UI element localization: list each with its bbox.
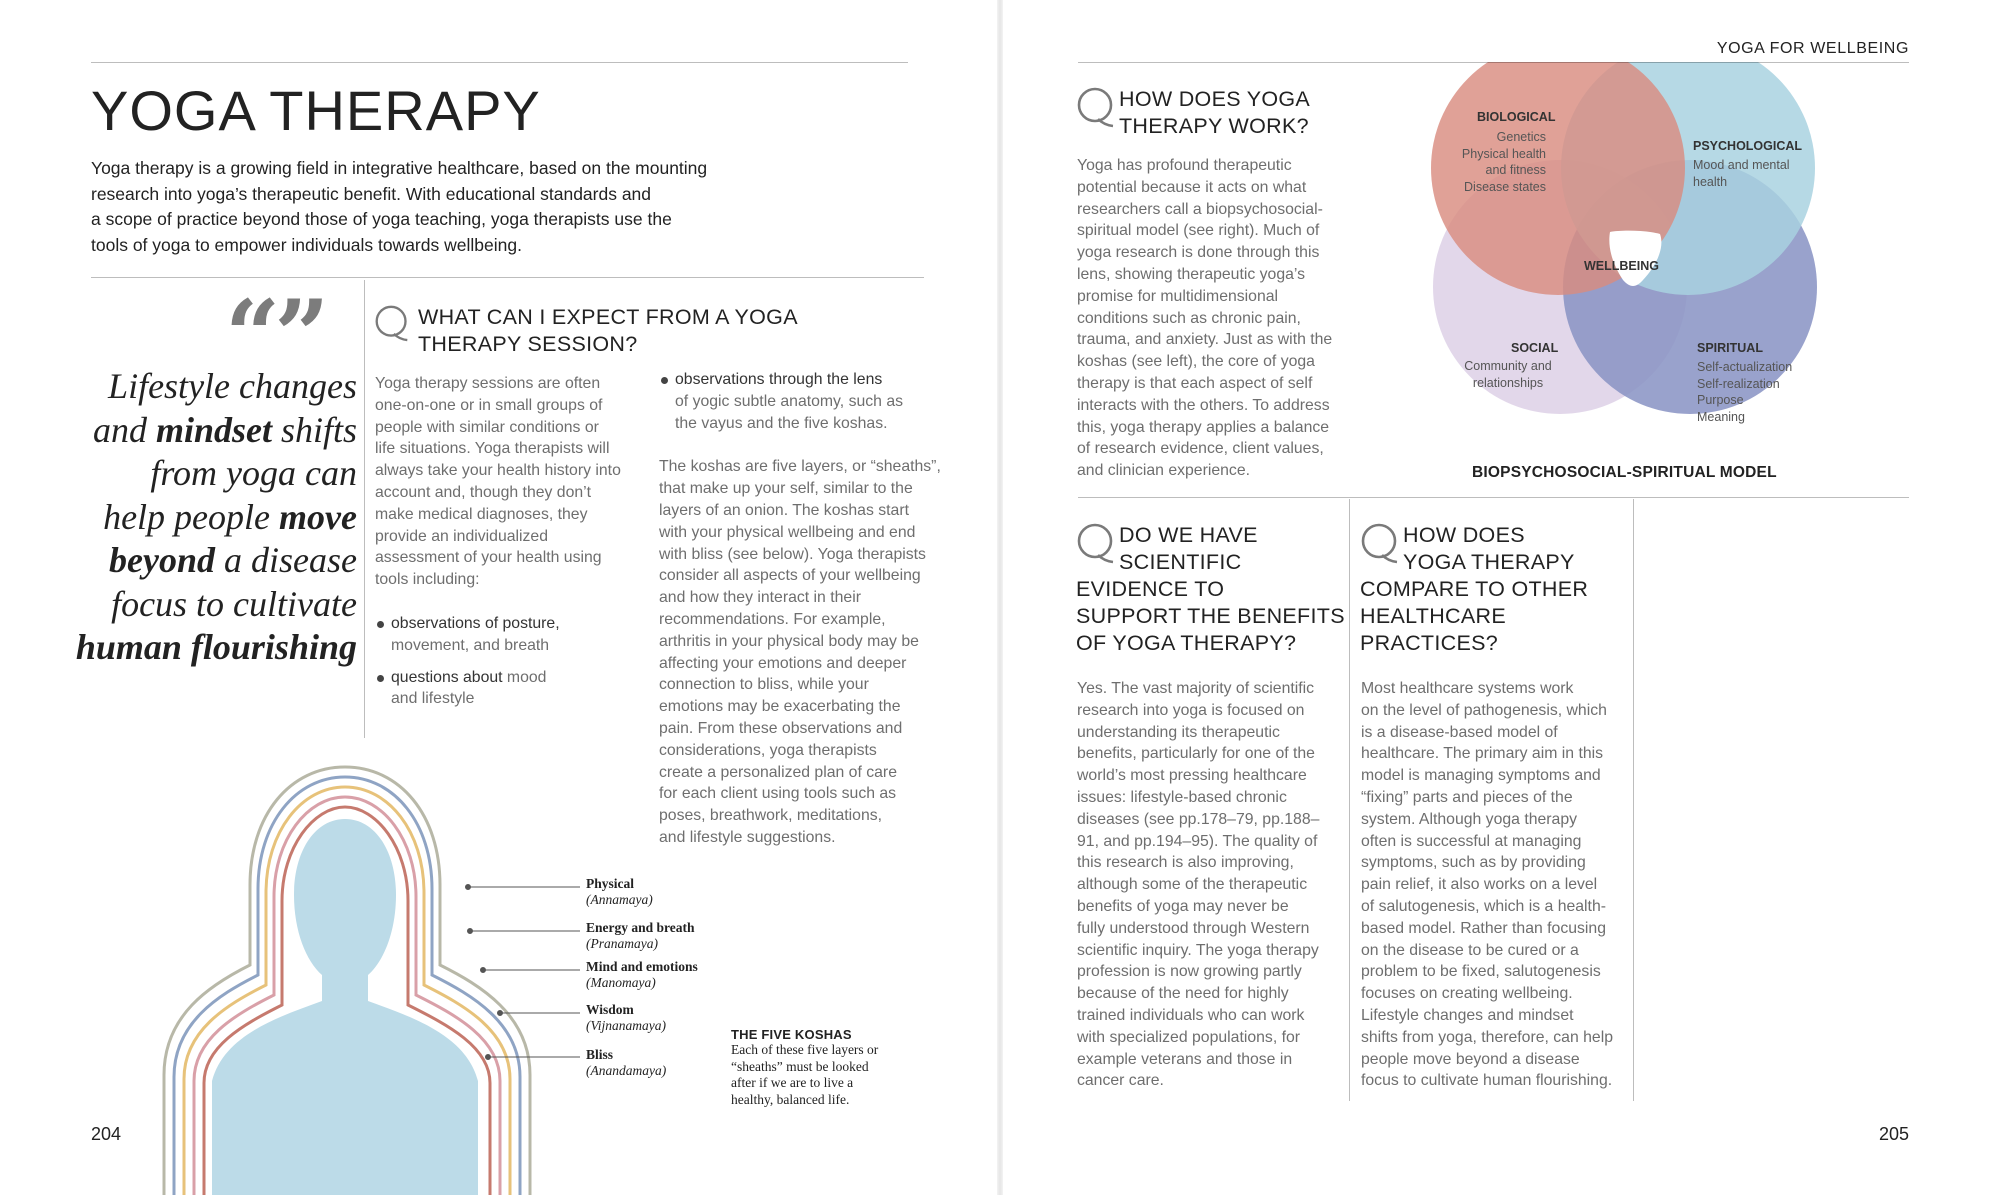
body-line: koshas (see left), the core of yoga bbox=[1077, 353, 1315, 371]
body-line: emotions may be exacerbating the bbox=[659, 698, 901, 716]
body-line: create a personalized plan of care bbox=[659, 763, 897, 781]
body-line: fully understood through Western bbox=[1077, 919, 1310, 937]
body-line: account and, though they don’t bbox=[375, 483, 592, 501]
mid-rule-right bbox=[1078, 497, 1909, 498]
body-line: people with similar conditions or bbox=[375, 418, 599, 436]
body-line: make medical diagnoses, they bbox=[375, 505, 588, 523]
session-col2 bbox=[659, 369, 949, 849]
page-number-left: 204 bbox=[91, 1124, 122, 1144]
body-line: potential because it acts on what bbox=[1077, 178, 1307, 196]
body-line: symptoms, such as by providing bbox=[1361, 854, 1586, 872]
column-divider-1 bbox=[1349, 499, 1350, 1101]
body-line: trauma, and anxiety. Just as with the bbox=[1077, 331, 1333, 349]
pull-quote-line: help people move bbox=[103, 496, 357, 537]
kosha-label-bliss: Bliss (Anandamaya) bbox=[586, 1047, 667, 1078]
body-line: for each client using tools such as bbox=[659, 785, 897, 803]
body-line: assessment of your health using bbox=[375, 549, 602, 567]
body-line: yoga research is done through this bbox=[1077, 244, 1320, 262]
body-line: Yoga therapy sessions are often bbox=[375, 375, 601, 392]
venn-label-spiritual: SPIRITUAL bbox=[1697, 341, 1763, 355]
body-line: with bliss (see below). Yoga therapists bbox=[659, 545, 926, 563]
koshas-paragraph bbox=[659, 456, 949, 848]
body-line: often is successful at managing bbox=[1361, 832, 1582, 850]
body-line: Lifestyle changes and mindset bbox=[1361, 1006, 1574, 1024]
body-line: tools including: bbox=[375, 571, 480, 589]
body-line: trained individuals who can work bbox=[1077, 1006, 1305, 1024]
body-line: pain relief, it also works on a level bbox=[1361, 876, 1598, 894]
question-q-icon bbox=[1076, 86, 1116, 128]
pull-quote bbox=[57, 365, 357, 670]
venn-items-biological: Genetics Physical health and fitness Disease states bbox=[1461, 130, 1546, 194]
body-line: connection to bliss, while your bbox=[659, 676, 869, 694]
body-line: although some of the therapeutic bbox=[1077, 876, 1308, 894]
intro-line: tools of yoga to empower individuals towards wellbeing. bbox=[91, 234, 522, 255]
quote-marks-icon: “” bbox=[225, 279, 324, 392]
body-line: shifts from yoga, therefore, can help bbox=[1361, 1028, 1614, 1046]
intro-text bbox=[91, 156, 791, 258]
body-line: of salutogenesis, which is a health- bbox=[1361, 897, 1606, 915]
intro-line: research into yoga’s therapeutic benefit. With educational standards and bbox=[91, 183, 652, 204]
kosha-label-physical: Physical (Annamaya) bbox=[586, 876, 653, 907]
body-line: scientific inquiry. The yoga therapy bbox=[1077, 941, 1319, 959]
body-line: 91, and pp.194–95). The quality of bbox=[1077, 832, 1318, 850]
body-line: world’s most pressing healthcare bbox=[1077, 767, 1307, 785]
page-number-right: 205 bbox=[1878, 1124, 1909, 1144]
caption-text: Each of these five layers or “sheaths” must be looked after if we are to live a healthy, balanced life. bbox=[731, 1042, 879, 1107]
running-title: YOGA FOR WELLBEING bbox=[1716, 40, 1909, 57]
body-line: focuses on creating wellbeing. bbox=[1361, 985, 1573, 1003]
body-line: arthritis in your physical body may be bbox=[659, 632, 919, 650]
body-line: lens, showing therapeutic yoga’s bbox=[1077, 265, 1306, 283]
heading-line: SCIENTIFIC bbox=[1119, 550, 1242, 574]
intro-rule bbox=[91, 277, 924, 278]
body-line: layers of an onion. The koshas start bbox=[659, 501, 909, 519]
body-line: issues: lifestyle-based chronic bbox=[1077, 788, 1287, 806]
body-line: on the level of pathogenesis, which bbox=[1361, 701, 1607, 719]
body-line: and clinician experience. bbox=[1077, 462, 1250, 480]
venn-label-wellbeing: WELLBEING bbox=[1584, 259, 1659, 273]
leader-dot bbox=[486, 1055, 491, 1060]
leader-dot bbox=[481, 968, 486, 973]
body-line: Yoga has profound therapeutic bbox=[1077, 157, 1292, 174]
heading-line: PRACTICES? bbox=[1360, 631, 1499, 655]
heading-line: DO WE HAVE bbox=[1119, 523, 1258, 547]
body-line: problem to be fixed, salutogenesis bbox=[1361, 963, 1601, 981]
page-title: YOGA THERAPY bbox=[91, 79, 541, 142]
body-line: affecting your emotions and deeper bbox=[659, 654, 907, 672]
heading-line: YOGA THERAPY bbox=[1403, 550, 1575, 574]
body-line: profession is now growing partly bbox=[1077, 963, 1302, 981]
venn-label-social: SOCIAL bbox=[1511, 341, 1559, 355]
venn-label-psychological: PSYCHOLOGICAL bbox=[1693, 139, 1803, 153]
pull-quote-line: focus to cultivate bbox=[111, 583, 357, 624]
heading-line: THERAPY WORK? bbox=[1119, 114, 1309, 138]
body-line: considerations, yoga therapists bbox=[659, 741, 877, 759]
body-line: interacts with the others. To address bbox=[1077, 396, 1330, 414]
intro-line: Yoga therapy is a growing field in integrative healthcare, based on the mounting bbox=[91, 158, 708, 178]
body-line: research into yoga is focused on bbox=[1077, 701, 1305, 719]
body-line: researchers call a biopsychosocial- bbox=[1077, 200, 1323, 218]
how-work-text bbox=[1077, 155, 1367, 482]
body-line: with specialized populations, for bbox=[1077, 1028, 1301, 1046]
body-line: that make up your self, similar to the bbox=[659, 480, 913, 498]
body-line: is a disease-based model of bbox=[1361, 723, 1558, 741]
heading-line: EVIDENCE TO bbox=[1076, 577, 1225, 601]
venn-items-spiritual: Self-actualization Self-realization Purpose Meaning bbox=[1697, 360, 1793, 424]
pull-quote-line: Lifestyle changes bbox=[108, 366, 357, 406]
body-line: this research is also improving, bbox=[1077, 854, 1294, 872]
book-gutter bbox=[997, 0, 1003, 1195]
body-line: healthcare. The primary aim in this bbox=[1361, 745, 1604, 763]
body-line: cancer care. bbox=[1077, 1072, 1164, 1090]
body-line: system. Although yoga therapy bbox=[1361, 810, 1578, 828]
body-line: this, yoga therapy applies a balance bbox=[1077, 418, 1330, 436]
body-line: always take your health history into bbox=[375, 462, 621, 480]
body-line: promise for multidimensional bbox=[1077, 287, 1279, 305]
body-line: because of the need for highly bbox=[1077, 985, 1289, 1003]
pull-quote-line: beyond a disease bbox=[109, 540, 357, 580]
body-line: poses, breathwork, meditations, bbox=[659, 807, 883, 825]
body-line: of research evidence, client values, bbox=[1077, 440, 1324, 458]
body-line: one-on-one or in small groups of bbox=[375, 396, 603, 414]
venn-items-social: Community and relationships bbox=[1464, 359, 1552, 390]
body-line: therapy is that each aspect of self bbox=[1077, 374, 1313, 392]
bullet-item: questions about mood and lifestyle bbox=[375, 667, 645, 711]
venn-label-biological: BIOLOGICAL bbox=[1477, 110, 1556, 124]
intro-line: a scope of practice beyond those of yoga teaching, yoga therapists use the bbox=[91, 209, 672, 229]
body-line: conditions such as chronic pain, bbox=[1077, 309, 1301, 327]
bullet-item: observations through the lens of yogic subtle anatomy, such as the vayus and the five koshas. bbox=[659, 369, 949, 434]
venn-caption: BIOPSYCHOSOCIAL-SPIRITUAL MODEL bbox=[1472, 464, 1777, 481]
body-line: benefits of yoga may never be bbox=[1077, 897, 1289, 915]
body-line: and lifestyle suggestions. bbox=[659, 828, 836, 846]
question-q-icon bbox=[374, 304, 410, 342]
body-line: provide an individualized bbox=[375, 527, 549, 545]
body-line: and how they interact in their bbox=[659, 589, 861, 607]
heading-line: HEALTHCARE bbox=[1360, 604, 1506, 628]
heading-line: COMPARE TO OTHER bbox=[1360, 577, 1589, 601]
venn-items-psychological: Mood and mental health bbox=[1693, 158, 1790, 189]
body-line: example veterans and those in bbox=[1077, 1050, 1293, 1068]
pull-quote-line: and mindset shifts bbox=[92, 409, 357, 450]
body-line: “fixing” parts and pieces of the bbox=[1361, 788, 1573, 806]
body-line: The koshas are five layers, or “sheaths”, bbox=[659, 458, 941, 476]
session-col1 bbox=[375, 373, 645, 710]
body-line: based model. Rather than focusing bbox=[1361, 919, 1607, 937]
evidence-text bbox=[1077, 678, 1345, 1092]
body-line: people move beyond a disease bbox=[1361, 1050, 1580, 1068]
body-line: with your physical wellbeing and end bbox=[659, 523, 916, 541]
body-line: Most healthcare systems work bbox=[1361, 680, 1574, 697]
heading-line: HOW DOES bbox=[1403, 523, 1525, 547]
body-line: Yes. The vast majority of scientific bbox=[1077, 680, 1315, 697]
leader-dot bbox=[468, 929, 473, 934]
five-koshas-caption bbox=[731, 1027, 931, 1108]
body-line: life situations. Yoga therapists will bbox=[375, 440, 610, 458]
heading-line: WHAT CAN I EXPECT FROM A YOGA bbox=[418, 305, 798, 329]
bullet-item: observations of posture, movement, and breath bbox=[375, 613, 645, 657]
body-line: understanding its therapeutic bbox=[1077, 723, 1280, 741]
heading-line: SUPPORT THE BENEFITS bbox=[1076, 604, 1345, 628]
heading-line: OF YOGA THERAPY? bbox=[1076, 631, 1297, 655]
body-line: benefits, particularly for one of the bbox=[1077, 745, 1315, 763]
leader-dot bbox=[466, 885, 471, 890]
body-line: recommendations. For example, bbox=[659, 610, 886, 628]
body-line: consider all aspects of your wellbeing bbox=[659, 567, 921, 585]
body-line: model is managing symptoms and bbox=[1361, 767, 1601, 785]
heading-line: THERAPY SESSION? bbox=[418, 332, 638, 356]
leader-dot bbox=[498, 1011, 503, 1016]
compare-text bbox=[1361, 678, 1636, 1092]
body-line: diseases (see pp.178–79, pp.188– bbox=[1077, 810, 1320, 828]
body-line: on the disease to be cured or a bbox=[1361, 941, 1579, 959]
pull-quote-line: human flourishing bbox=[75, 627, 357, 667]
caption-heading: THE FIVE KOSHAS bbox=[731, 1027, 852, 1042]
heading-line: HOW DOES YOGA bbox=[1119, 87, 1311, 111]
top-rule-left bbox=[91, 62, 908, 63]
kosha-label-wisdom: Wisdom (Vijnanamaya) bbox=[586, 1002, 666, 1033]
pull-quote-line: from yoga can bbox=[150, 453, 357, 493]
body-line: spiritual model (see right). Much of bbox=[1077, 222, 1320, 240]
body-line: focus to cultivate human flourishing. bbox=[1361, 1072, 1613, 1090]
body-line: pain. From these observations and bbox=[659, 719, 903, 737]
quote-divider bbox=[364, 280, 365, 738]
kosha-label-energy: Energy and breath (Pranamaya) bbox=[586, 920, 695, 951]
kosha-label-mind: Mind and emotions (Manomaya) bbox=[586, 959, 698, 990]
